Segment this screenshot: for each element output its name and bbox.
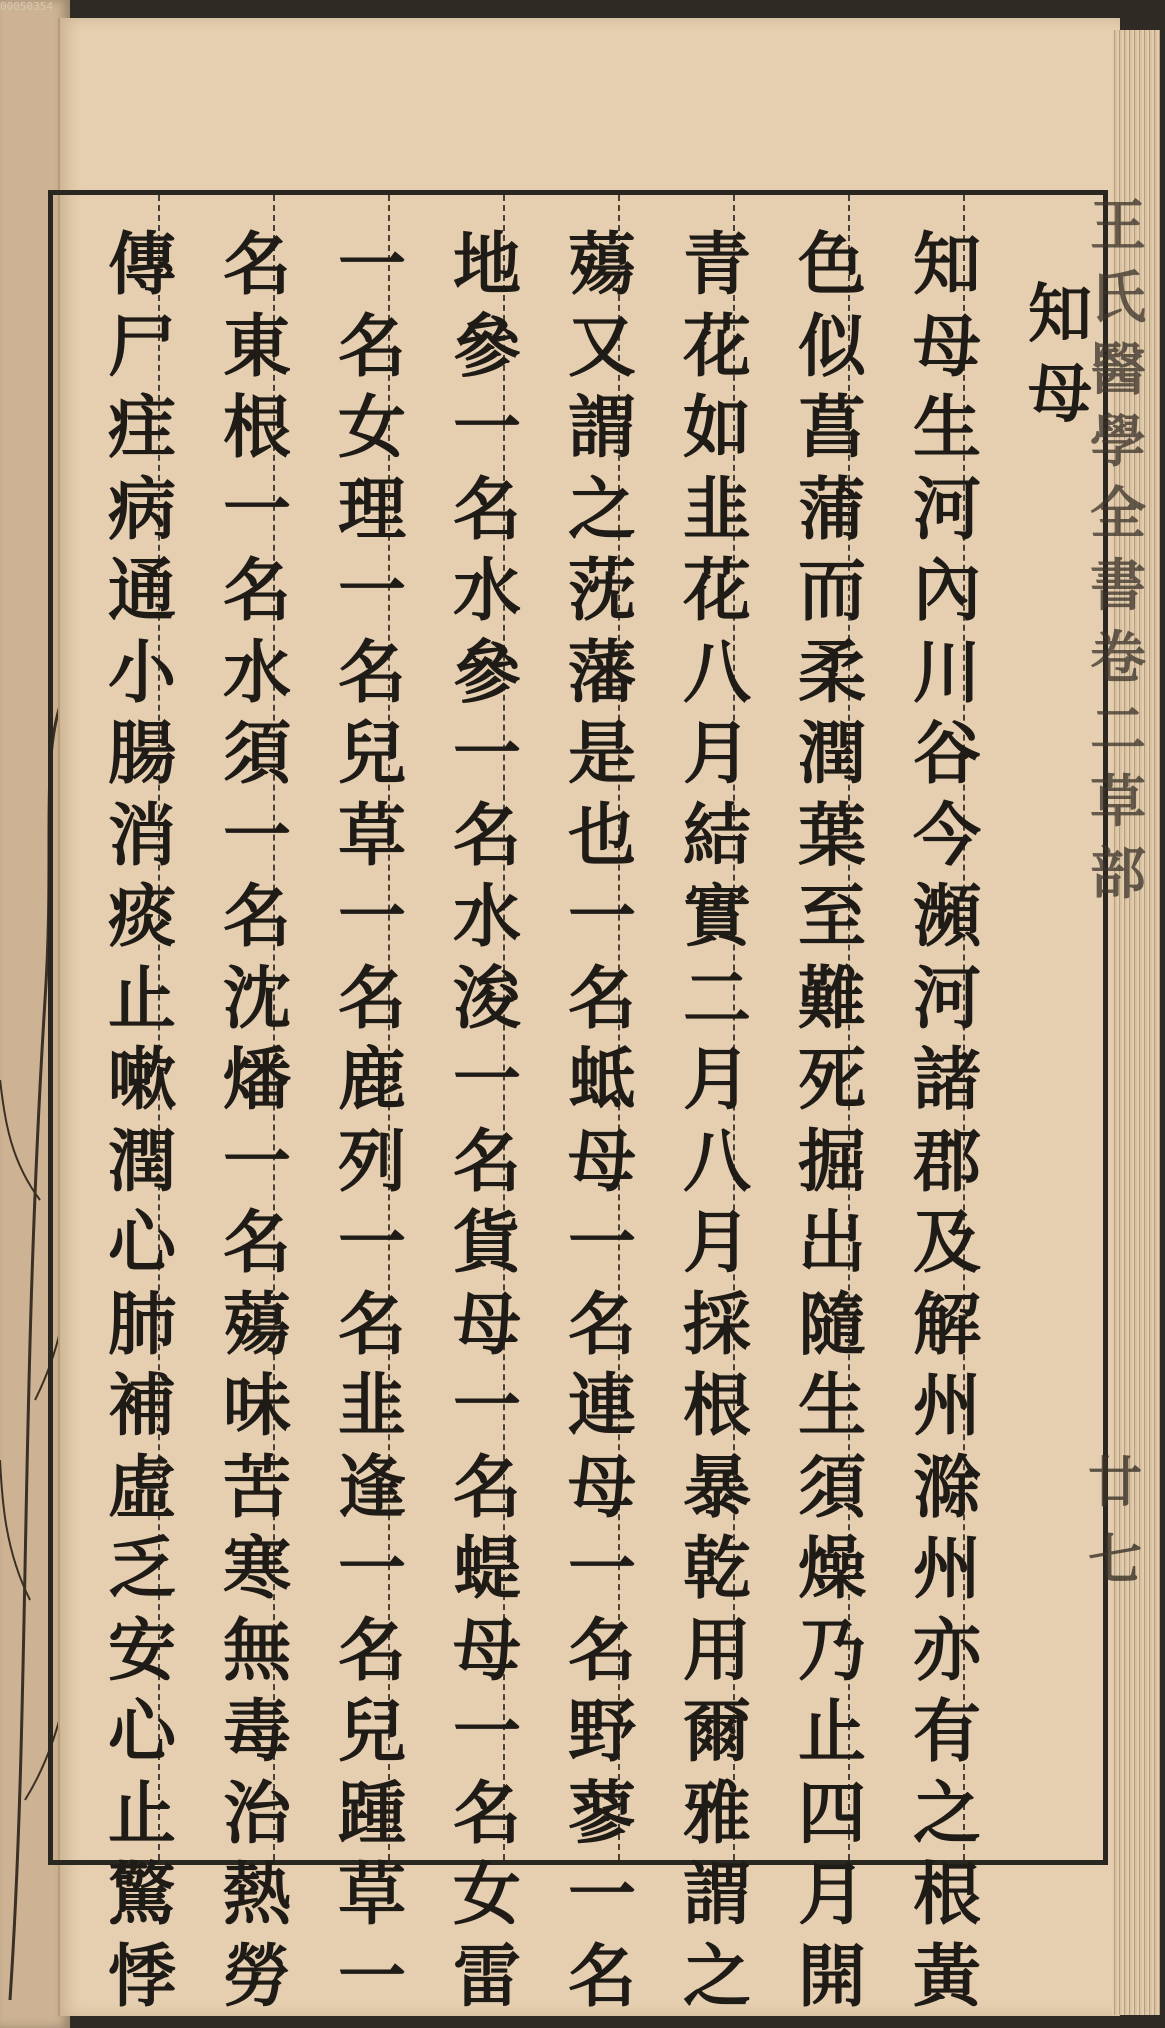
text-column-1: 知 母 生 河 內 川 谷 今 瀕 河 諸 郡 及 解 州 滁 州 亦 有 之 根 黃: [913, 225, 982, 2017]
text-column-2: 色 似 菖 蒲 而 柔 潤 葉 至 難 死 掘 出 隨 生 須 燥 乃 止 四 月 開: [798, 225, 867, 2017]
text-frame: [48, 190, 1108, 2017]
text-column-4: 薚 又 謂 之 莐 藩 是 也 一 名 蚳 母 一 名 連 母 一 名 野 蓼 一 名: [568, 225, 637, 2017]
heading-text: 知母: [1028, 277, 1092, 432]
text-column-3: 青 花 如 韭 花 八 月 結 實 二 月 八 月 採 根 暴 乾 用 爾 雅 謂 之: [683, 225, 752, 2017]
text-column-5: 地 參 一 名 水 參 一 名 水 浚 一 名 貨 母 一 名 蝭 母 一 名 女 雷: [453, 225, 522, 2017]
text-column-8: 傳 尸 疰 病 通 小 腸 消 痰 止 嗽 潤 心 肺 補 虛 乏 安 心 止 驚 悸: [108, 225, 177, 2017]
text-column-6: 一 名 女 理 一 名 兒 草 一 名 鹿 列 一 名 韭 逢 一 名 兒 踵 草 一: [338, 225, 407, 2017]
margin-title: 王 氏 醫 學 全 書 卷 二 草 部: [1090, 193, 1146, 907]
folio-number: 廿七: [1088, 1450, 1142, 1591]
text-column-7: 名 東 根 一 名 水 須 一 名 沈 燔 一 名 薚 味 苦 寒 無 毒 治 熱 勞: [223, 225, 292, 2017]
archive-id: 00050354: [0, 0, 53, 13]
